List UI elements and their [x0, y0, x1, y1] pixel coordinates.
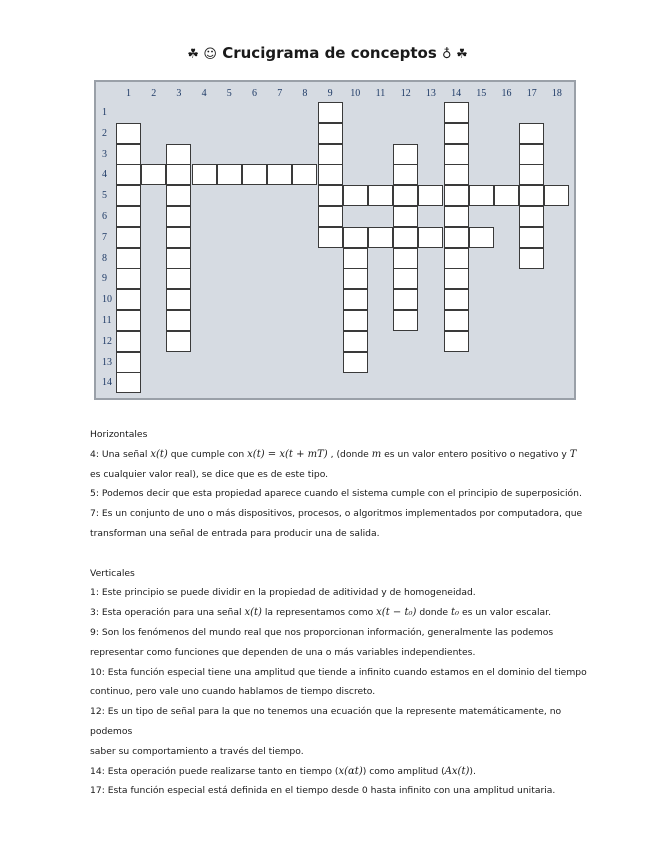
crossword-cell[interactable]: [393, 164, 418, 185]
clue-v14: 14: Esta operación puede realizarse tanto en tiempo (x(αt)) como amplitud (Ax(t)).: [90, 765, 476, 777]
crossword-cell[interactable]: [519, 185, 544, 206]
crossword-cell[interactable]: [393, 206, 418, 227]
crossword-cell[interactable]: [116, 227, 141, 248]
clue-h7-cont: transforman una señal de entrada para producir una de salida.: [90, 527, 380, 539]
vertical-heading: Verticales: [90, 567, 135, 579]
crossword-cell[interactable]: [343, 331, 368, 352]
crossword-cell[interactable]: [116, 164, 141, 185]
crossword-grid: [94, 80, 576, 400]
crossword-cell[interactable]: [469, 185, 494, 206]
crossword-cell[interactable]: [444, 164, 469, 185]
crossword-cell[interactable]: [292, 164, 317, 185]
crossword-cell[interactable]: [116, 144, 141, 165]
crossword-cell[interactable]: [519, 164, 544, 185]
crossword-cell[interactable]: [116, 123, 141, 144]
crossword-cell[interactable]: [444, 102, 469, 123]
column-number: 6: [252, 88, 257, 99]
crossword-cell[interactable]: [393, 310, 418, 331]
crossword-cell[interactable]: [116, 248, 141, 269]
column-number: 11: [375, 88, 386, 99]
crossword-cell[interactable]: [444, 310, 469, 331]
crossword-cell[interactable]: [192, 164, 217, 185]
crossword-cell[interactable]: [519, 123, 544, 144]
clue-v3: 3: Esta operación para una señal x(t) la representamos como x(t − t₀) donde t₀ es un valor escalar.: [90, 607, 551, 619]
column-number: 16: [501, 88, 512, 99]
crossword-cell[interactable]: [444, 268, 469, 289]
row-number: 10: [102, 294, 112, 306]
crossword-cell[interactable]: [444, 289, 469, 310]
row-number: 2: [102, 127, 107, 139]
horizontal-heading: Horizontales: [90, 429, 148, 440]
clue-v1: 1: Este principio se puede dividir en la propiedad de aditividad y de homogeneidad.: [90, 587, 476, 599]
column-number: 12: [400, 88, 411, 99]
column-number: 8: [302, 88, 308, 99]
column-number: 4: [201, 88, 207, 99]
crossword-cell[interactable]: [166, 289, 191, 310]
crossword-cell[interactable]: [318, 227, 343, 248]
crossword-cell[interactable]: [318, 206, 343, 227]
crossword-cell[interactable]: [343, 352, 368, 373]
crossword-cell[interactable]: [519, 248, 544, 269]
crossword-cell[interactable]: [116, 310, 141, 331]
crossword-cell[interactable]: [343, 289, 368, 310]
crossword-cell[interactable]: [444, 144, 469, 165]
crossword-cell[interactable]: [519, 206, 544, 227]
crossword-cell[interactable]: [318, 164, 343, 185]
clover-smiley-icon: ☘ ☺: [187, 47, 217, 62]
crossword-cell[interactable]: [166, 248, 191, 269]
crossword-cell[interactable]: [393, 248, 418, 269]
crossword-cell[interactable]: [343, 248, 368, 269]
row-number: 13: [102, 356, 112, 368]
crossword-cell[interactable]: [116, 352, 141, 373]
crossword-cell[interactable]: [444, 331, 469, 352]
crossword-cell[interactable]: [166, 164, 191, 185]
crossword-cell[interactable]: [469, 227, 494, 248]
column-number: 3: [176, 88, 182, 99]
crossword-cell[interactable]: [343, 310, 368, 331]
row-number: 7: [102, 231, 107, 243]
crossword-cell[interactable]: [116, 372, 141, 393]
crossword-cell[interactable]: [368, 227, 393, 248]
crossword-cell[interactable]: [343, 227, 368, 248]
crossword-cell[interactable]: [217, 164, 242, 185]
crossword-cell[interactable]: [242, 164, 267, 185]
clover-icon: ♁ ☘: [442, 47, 468, 62]
crossword-cell[interactable]: [166, 331, 191, 352]
clue-h4-cont: es cualquier valor real), se dice que es de este tipo.: [90, 468, 329, 480]
crossword-cell[interactable]: [494, 185, 519, 206]
row-number: 5: [102, 190, 107, 202]
column-number: 2: [151, 88, 157, 99]
clue-h4: 4: Una señal x(t) que cumple con x(t) = x(t + mT) , (donde m es un valor entero positivo o negativo y T: [90, 448, 577, 460]
crossword-cell[interactable]: [318, 185, 343, 206]
crossword-cell[interactable]: [444, 185, 469, 206]
column-number: 5: [226, 88, 232, 99]
column-number: 15: [476, 88, 487, 99]
crossword-cell[interactable]: [166, 268, 191, 289]
row-number: 3: [102, 148, 107, 160]
row-number: 14: [102, 377, 112, 389]
crossword-cell[interactable]: [444, 123, 469, 144]
crossword-cell[interactable]: [343, 185, 368, 206]
crossword-cell[interactable]: [116, 268, 141, 289]
row-number: 11: [102, 315, 112, 326]
crossword-cell[interactable]: [166, 185, 191, 206]
clue-v10: 10: Esta función especial tiene una amplitud que tiende a infinito cuando estamos en el dominio del tiempo: [90, 666, 587, 678]
crossword-cell[interactable]: [393, 185, 418, 206]
crossword-cell[interactable]: [116, 331, 141, 352]
title-text: Crucigrama de conceptos: [222, 44, 437, 62]
crossword-cell[interactable]: [318, 102, 343, 123]
crossword-cell[interactable]: [519, 144, 544, 165]
crossword-cell[interactable]: [343, 268, 368, 289]
crossword-cell[interactable]: [166, 144, 191, 165]
crossword-cell[interactable]: [368, 185, 393, 206]
crossword-cell[interactable]: [519, 227, 544, 248]
crossword-cell[interactable]: [267, 164, 292, 185]
crossword-cell[interactable]: [393, 289, 418, 310]
crossword-cell[interactable]: [166, 206, 191, 227]
column-number: 17: [526, 88, 537, 99]
column-number: 13: [425, 88, 436, 99]
clue-h5: 5: Podemos decir que esta propiedad aparece cuando el sistema cumple con el principio de superposición.: [90, 488, 582, 500]
crossword-cell[interactable]: [393, 268, 418, 289]
clue-v12: 12: Es un tipo de señal para la que no tenemos una ecuación que la represente matemáticamente, no podemos: [90, 706, 562, 737]
row-number: 8: [102, 252, 107, 264]
crossword-cell[interactable]: [116, 206, 141, 227]
row-number: 9: [102, 273, 107, 285]
clue-h7: 7: Es un conjunto de uno o más dispositivos, procesos, o algoritmos implementados por computadora, que: [90, 508, 583, 520]
column-number: 7: [277, 88, 283, 99]
crossword-cell[interactable]: [393, 227, 418, 248]
clues-section: [90, 425, 590, 801]
clue-v9: 9: Son los fenómenos del mundo real que nos proporcionan información, generalmente las podemos: [90, 626, 554, 638]
crossword-cell[interactable]: [393, 144, 418, 165]
crossword-cell[interactable]: [444, 206, 469, 227]
row-number: 6: [102, 211, 107, 222]
row-number: 1: [102, 107, 107, 118]
crossword-cell[interactable]: [418, 227, 443, 248]
column-number: 9: [327, 88, 333, 99]
crossword-cell[interactable]: [318, 144, 343, 165]
column-number: 1: [126, 88, 131, 99]
crossword-cell[interactable]: [444, 227, 469, 248]
clue-v17: 17: Esta función especial está definida en el tiempo desde 0 hasta infinito con una amplitud unitaria.: [90, 785, 556, 797]
column-number: 10: [350, 88, 361, 99]
crossword-cell[interactable]: [318, 123, 343, 144]
crossword-cell[interactable]: [418, 185, 443, 206]
row-number: 12: [102, 335, 112, 347]
row-number: 4: [102, 169, 107, 181]
crossword-cell[interactable]: [116, 289, 141, 310]
crossword-cell[interactable]: [166, 310, 191, 331]
crossword-cell[interactable]: [166, 227, 191, 248]
page-title: [0, 44, 655, 62]
column-number: 18: [551, 88, 562, 99]
crossword-cell[interactable]: [544, 185, 569, 206]
clue-v10-cont: continuo, pero vale uno cuando hablamos de tiempo discreto.: [90, 686, 376, 698]
crossword-cell[interactable]: [141, 164, 166, 185]
clue-v12-cont: saber su comportamiento a través del tiempo.: [90, 745, 304, 757]
crossword-cell[interactable]: [116, 185, 141, 206]
crossword-cell[interactable]: [444, 248, 469, 269]
clue-v9-cont: representar como funciones que dependen de una o más variables independientes.: [90, 646, 476, 658]
column-number: 14: [451, 88, 462, 99]
